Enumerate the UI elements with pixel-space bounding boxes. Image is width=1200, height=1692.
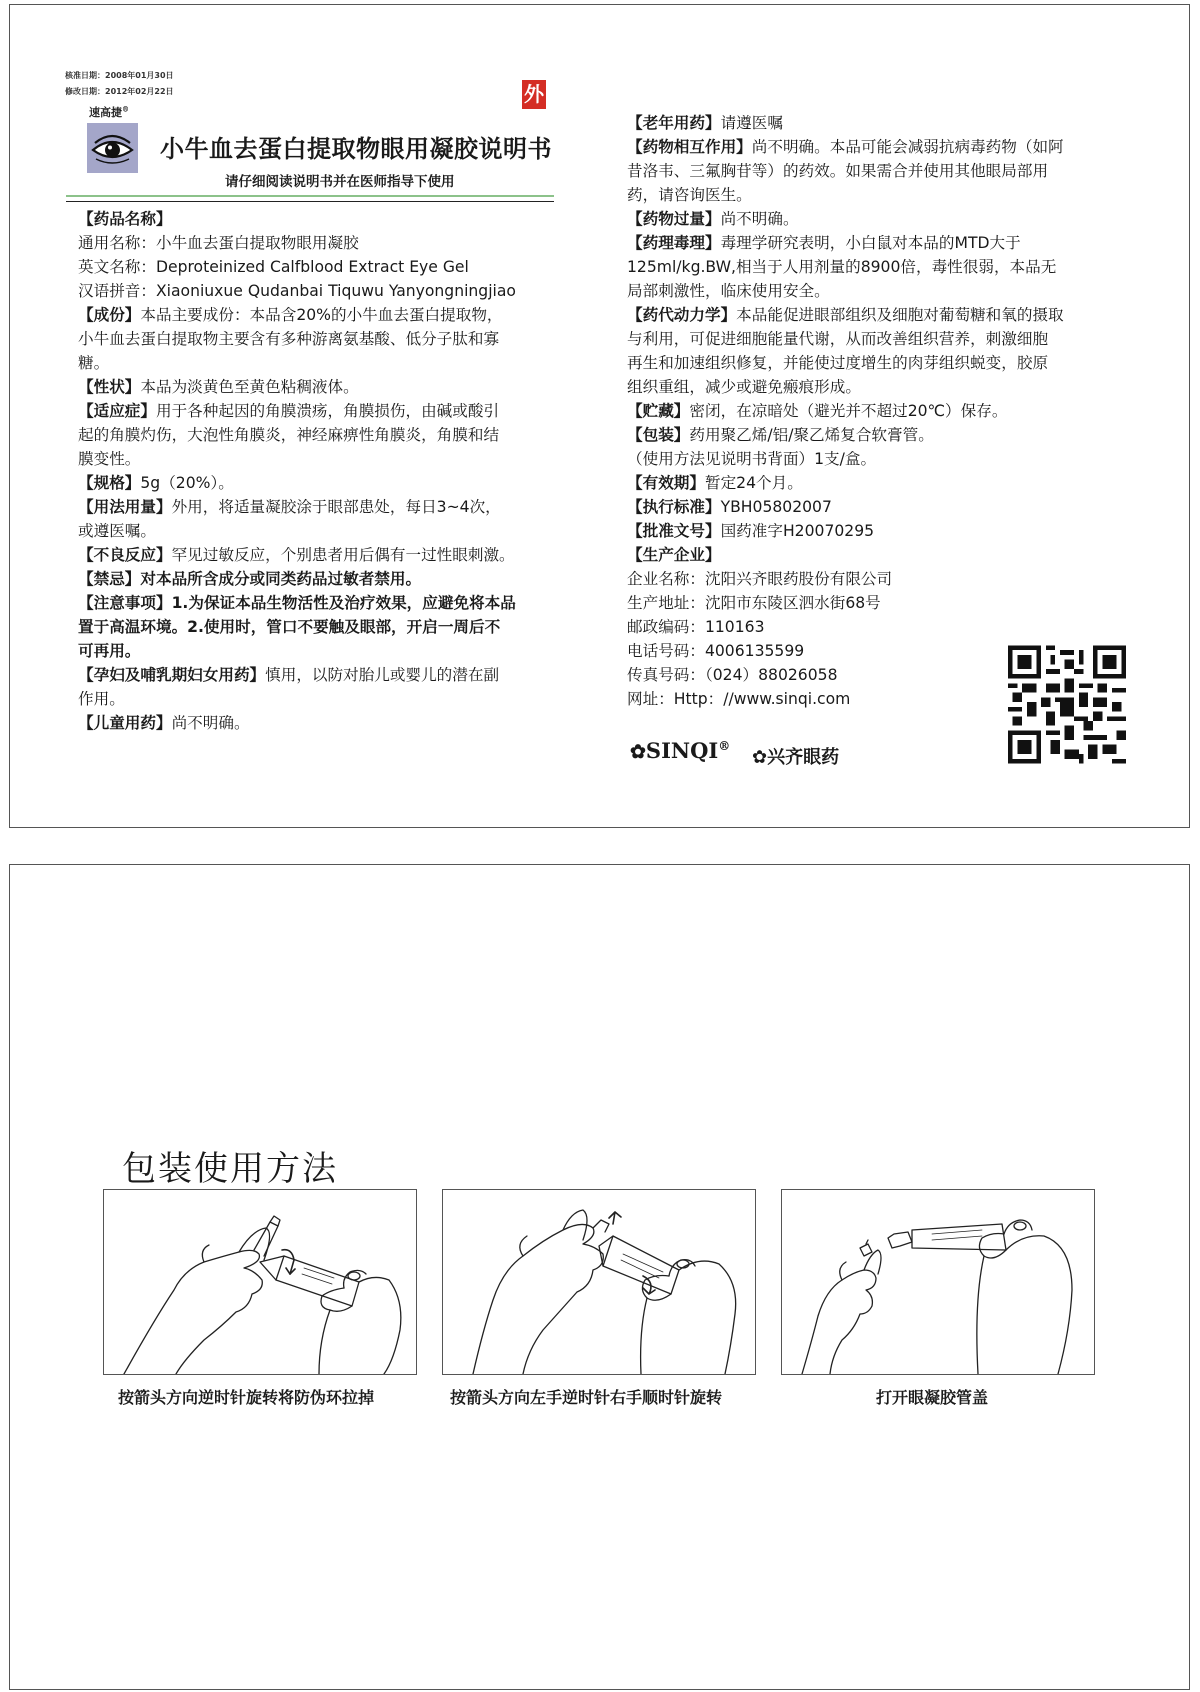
pregnancy-text: 慎用，以防对胎儿或婴儿的潜在副 xyxy=(265,666,500,684)
package-text: （使用方法见说明书背面）1支/盒。 xyxy=(627,450,877,468)
section-label-interactions: 【药物相互作用】 xyxy=(627,138,752,156)
interactions-text: 尚不明确。本品可能会减弱抗病毒药物（如阿 xyxy=(751,138,1064,156)
storage-text: 密闭，在凉暗处（避光并不超过20℃）保存。 xyxy=(689,402,1008,420)
title-divider-green xyxy=(66,195,554,197)
external-use-badge: 外 xyxy=(522,80,546,109)
section-label-usage: 【用法用量】 xyxy=(78,498,172,516)
company-name: 企业名称：沈阳兴齐眼药股份有限公司 xyxy=(627,570,893,588)
section-label-contraindications: 【禁忌】 xyxy=(78,570,141,588)
precautions-text: 置于高温环境。2.使用时，管口不要触及眼部，开启一周后不 xyxy=(78,618,501,636)
qr-code-icon xyxy=(1008,645,1126,764)
right-column xyxy=(627,111,1064,711)
brand-name: 速高捷® xyxy=(89,104,129,119)
precautions-text: 1.为保证本品生物活性及治疗效果，应避免将本品 xyxy=(171,594,516,612)
english-name: 英文名称：Deproteinized Calfblood Extract Eye Gel xyxy=(78,258,469,276)
section-label-validity: 【有效期】 xyxy=(627,474,705,492)
section-label-pharmacokinetics: 【药代动力学】 xyxy=(627,306,737,324)
section-label-adverse-reactions: 【不良反应】 xyxy=(78,546,172,564)
generic-name: 通用名称：小牛血去蛋白提取物眼用凝胶 xyxy=(78,234,359,252)
section-label-indications: 【适应症】 xyxy=(78,402,156,420)
usage-text: 外用，将适量凝胶涂于眼部患处，每日3~4次， xyxy=(171,498,501,516)
toxicology-text: 125ml/kg.BW,相当于人用剂量的8900倍，毒性很弱，本品无 xyxy=(627,258,1057,276)
interactions-text: 药，请咨询医生。 xyxy=(627,186,752,204)
approval-number-text: 国药准字H20070295 xyxy=(720,522,875,540)
step-1-caption: 按箭头方向逆时针旋转将防伪环拉掉 xyxy=(118,1388,375,1407)
pharmacokinetics-text: 再生和加速组织修复，并能使过度增生的肉芽组织蜕变，胶原 xyxy=(627,354,1049,372)
standard-text: YBH05802007 xyxy=(720,498,832,516)
left-column xyxy=(78,207,516,735)
pinyin-name: 汉语拼音：Xiaoniuxue Qudanbai Tiquwu Yanyongningjiao xyxy=(78,282,516,300)
flower-icon: ✿ xyxy=(752,747,768,768)
phone-number: 电话号码：4006135599 xyxy=(627,642,805,660)
elderly-text: 请遵医嘱 xyxy=(720,114,783,132)
section-label-storage: 【贮藏】 xyxy=(627,402,690,420)
revision-date: 修改日期：2012年02月22日 xyxy=(65,87,174,96)
document-subtitle: 请仔细阅读说明书并在医师指导下使用 xyxy=(225,174,455,190)
instructions-title: 包装使用方法 xyxy=(122,1149,338,1189)
flower-icon: ✿ xyxy=(630,741,646,763)
composition-text: 小牛血去蛋白提取物主要含有多种游离氨基酸、低分子肽和寡 xyxy=(78,330,500,348)
section-label-standard: 【执行标准】 xyxy=(627,498,721,516)
sinqi-logo: ✿SINQI® xyxy=(630,738,731,763)
pharmacokinetics-text: 与利用，可促进细胞能量代谢，从而改善组织营养，刺激细胞 xyxy=(627,330,1049,348)
section-label-composition: 【成份】 xyxy=(78,306,141,324)
section-label-overdose: 【药物过量】 xyxy=(627,210,721,228)
step-3-caption: 打开眼凝胶管盖 xyxy=(876,1388,989,1407)
composition-text: 糖。 xyxy=(78,354,110,372)
children-text: 尚不明确。 xyxy=(171,714,250,732)
section-label-approval-number: 【批准文号】 xyxy=(627,522,721,540)
step-2-caption: 按箭头方向左手逆时针右手顺时针旋转 xyxy=(450,1388,723,1407)
section-label-package: 【包装】 xyxy=(627,426,690,444)
indications-text: 用于各种起因的角膜溃疡，角膜损伤，由碱或酸引 xyxy=(155,402,500,420)
pharmacokinetics-text: 组织重组，减少或避免瘢痕形成。 xyxy=(627,378,861,396)
section-label-pregnancy: 【孕妇及哺乳期妇女用药】 xyxy=(78,666,266,684)
section-label-elderly: 【老年用药】 xyxy=(627,114,721,132)
package-text: 药用聚乙烯/铝/聚乙烯复合软膏管。 xyxy=(689,426,934,444)
section-label-specification: 【规格】 xyxy=(78,474,141,492)
contraindications-text: 对本品所含成分或同类药品过敏者禁用。 xyxy=(140,570,422,588)
eye-logo-icon xyxy=(87,123,138,173)
postcode: 邮政编码：110163 xyxy=(627,618,765,636)
toxicology-text: 局部刺激性，临床使用安全。 xyxy=(627,282,830,300)
step-2-illustration xyxy=(442,1189,756,1375)
pharmacokinetics-text: 本品能促进眼部组织及细胞对葡萄糖和氧的摄取 xyxy=(736,306,1064,324)
toxicology-text: 毒理学研究表明，小白鼠对本品的MTD大于 xyxy=(720,234,1021,252)
section-label-toxicology: 【药理毒理】 xyxy=(627,234,721,252)
step-3-illustration xyxy=(781,1189,1095,1375)
company-address: 生产地址：沈阳市东陵区泗水街68号 xyxy=(627,594,881,612)
validity-text: 暂定24个月。 xyxy=(704,474,803,492)
fax-number: 传真号码：（024）88026058 xyxy=(627,666,838,684)
step-1-illustration xyxy=(103,1189,417,1375)
section-label-drug-name: 【药品名称】 xyxy=(78,210,172,228)
overdose-text: 尚不明确。 xyxy=(720,210,799,228)
precautions-text: 可再用。 xyxy=(78,642,141,660)
sinqi-chinese-logo: ✿兴齐眼药 xyxy=(752,747,840,768)
pregnancy-text: 作用。 xyxy=(78,690,125,708)
website: 网址：Http：//www.sinqi.com xyxy=(627,690,851,708)
section-label-properties: 【性状】 xyxy=(78,378,141,396)
section-label-manufacturer: 【生产企业】 xyxy=(627,546,721,564)
adverse-reactions-text: 罕见过敏反应，个别患者用后偶有一过性眼刺激。 xyxy=(171,546,515,564)
indications-text: 起的角膜灼伤，大泡性角膜炎，神经麻痹性角膜炎，角膜和结 xyxy=(78,426,500,444)
specification-text: 5g（20%）。 xyxy=(140,474,234,492)
composition-text: 本品主要成份：本品含20%的小牛血去蛋白提取物， xyxy=(140,306,503,324)
document-title: 小牛血去蛋白提取物眼用凝胶说明书 xyxy=(160,135,552,163)
indications-text: 膜变性。 xyxy=(78,450,141,468)
section-label-precautions: 【注意事项】 xyxy=(78,594,172,612)
properties-text: 本品为淡黄色至黄色粘稠液体。 xyxy=(140,378,359,396)
interactions-text: 昔洛韦、三氟胸苷等）的药效。如果需合并使用其他眼局部用 xyxy=(627,162,1049,180)
section-label-children: 【儿童用药】 xyxy=(78,714,172,732)
approval-date: 核准日期：2008年01月30日 xyxy=(65,71,174,80)
usage-text: 或遵医嘱。 xyxy=(78,522,156,540)
title-divider-black xyxy=(66,201,554,202)
